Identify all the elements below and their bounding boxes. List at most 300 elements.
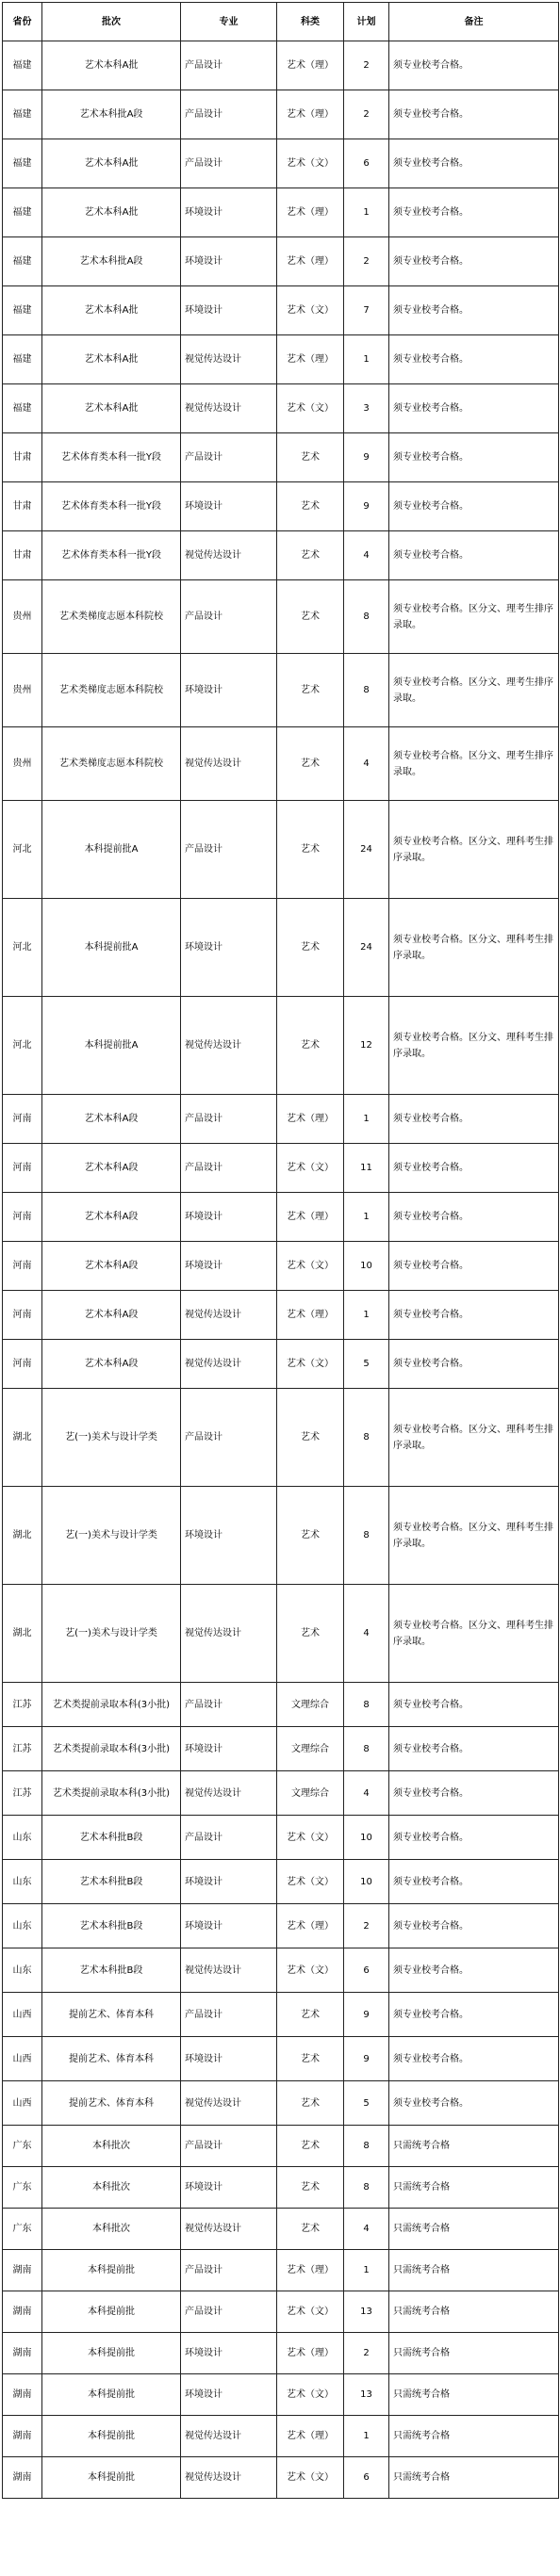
cell-note: 须专业校考合格。: [389, 1095, 559, 1144]
cell-plan: 10: [344, 1860, 389, 1904]
cell-province: 福建: [3, 139, 42, 188]
cell-batch: 本科提前批: [42, 2374, 181, 2416]
cell-plan: 1: [344, 2416, 389, 2457]
cell-category: 艺术: [277, 1389, 344, 1487]
table-row: [3, 2416, 559, 2457]
table-body: [3, 41, 559, 2499]
cell-note: 只需统考合格: [389, 2333, 559, 2374]
cell-province: 湖南: [3, 2333, 42, 2374]
cell-major: 产品设计: [181, 41, 277, 90]
cell-plan: 9: [344, 433, 389, 482]
table-row: [3, 801, 559, 899]
table-row: [3, 286, 559, 335]
cell-category: 艺术（文）: [277, 384, 344, 433]
cell-note: 须专业校考合格。: [389, 41, 559, 90]
table-row: [3, 2081, 559, 2126]
cell-note: 须专业校考合格。: [389, 237, 559, 286]
cell-major: 视觉传达设计: [181, 1585, 277, 1683]
cell-plan: 1: [344, 188, 389, 237]
cell-category: 文理综合: [277, 1683, 344, 1727]
cell-note: 须专业校考合格。: [389, 1948, 559, 1993]
cell-plan: 1: [344, 2250, 389, 2291]
cell-province: 江苏: [3, 1683, 42, 1727]
table-row: [3, 1904, 559, 1948]
cell-category: 艺术（文）: [277, 2457, 344, 2499]
cell-major: 视觉传达设计: [181, 2416, 277, 2457]
cell-plan: 1: [344, 1291, 389, 1340]
cell-plan: 8: [344, 1389, 389, 1487]
cell-note: 只需统考合格: [389, 2167, 559, 2209]
cell-province: 广东: [3, 2209, 42, 2250]
cell-batch: 艺术本科A段: [42, 1242, 181, 1291]
cell-major: 产品设计: [181, 1816, 277, 1860]
cell-major: 环境设计: [181, 2167, 277, 2209]
cell-category: 艺术（理）: [277, 1291, 344, 1340]
table-row: [3, 90, 559, 139]
cell-major: 视觉传达设计: [181, 335, 277, 384]
cell-category: 艺术: [277, 531, 344, 580]
cell-province: 山东: [3, 1816, 42, 1860]
cell-batch: 艺术本科批A段: [42, 237, 181, 286]
cell-plan: 5: [344, 1340, 389, 1389]
cell-province: 福建: [3, 335, 42, 384]
cell-major: 环境设计: [181, 1904, 277, 1948]
cell-major: 视觉传达设计: [181, 531, 277, 580]
table-row: [3, 1487, 559, 1585]
cell-category: 艺术: [277, 2037, 344, 2081]
header-plan: 计划: [344, 3, 389, 41]
cell-category: 艺术: [277, 482, 344, 531]
table-row: [3, 2126, 559, 2167]
cell-note: 须专业校考合格。: [389, 1771, 559, 1816]
cell-major: 产品设计: [181, 1683, 277, 1727]
cell-major: 视觉传达设计: [181, 1340, 277, 1389]
cell-category: 艺术: [277, 2167, 344, 2209]
cell-batch: 艺术本科A段: [42, 1193, 181, 1242]
cell-province: 湖北: [3, 1389, 42, 1487]
cell-category: 艺术: [277, 801, 344, 899]
cell-note: 须专业校考合格。区分文、理科考生排序录取。: [389, 1585, 559, 1683]
cell-plan: 5: [344, 2081, 389, 2126]
cell-batch: 艺术本科批B段: [42, 1948, 181, 1993]
cell-plan: 8: [344, 1727, 389, 1771]
cell-batch: 艺术本科A批: [42, 188, 181, 237]
cell-category: 艺术（文）: [277, 1860, 344, 1904]
cell-province: 河南: [3, 1193, 42, 1242]
cell-plan: 10: [344, 1242, 389, 1291]
cell-province: 福建: [3, 188, 42, 237]
cell-note: 须专业校考合格。: [389, 1683, 559, 1727]
cell-note: 须专业校考合格。: [389, 1193, 559, 1242]
cell-plan: 7: [344, 286, 389, 335]
cell-category: 艺术（理）: [277, 237, 344, 286]
cell-note: 须专业校考合格。: [389, 335, 559, 384]
cell-batch: 艺术类提前录取本科(3小批): [42, 1683, 181, 1727]
cell-province: 贵州: [3, 727, 42, 801]
cell-note: 须专业校考合格。区分文、理科考生排序录取。: [389, 1389, 559, 1487]
cell-province: 河南: [3, 1144, 42, 1193]
header-major: 专业: [181, 3, 277, 41]
cell-note: 须专业校考合格。: [389, 1904, 559, 1948]
cell-note: 须专业校考合格。: [389, 1242, 559, 1291]
cell-batch: 艺术类梯度志愿本科院校: [42, 654, 181, 727]
cell-major: 产品设计: [181, 801, 277, 899]
cell-province: 贵州: [3, 654, 42, 727]
table-row: [3, 1242, 559, 1291]
cell-plan: 2: [344, 237, 389, 286]
cell-plan: 12: [344, 997, 389, 1095]
cell-category: 艺术: [277, 1993, 344, 2037]
cell-province: 河北: [3, 899, 42, 997]
cell-major: 产品设计: [181, 1144, 277, 1193]
cell-note: 须专业校考合格。: [389, 482, 559, 531]
cell-province: 甘肃: [3, 433, 42, 482]
cell-major: 产品设计: [181, 2250, 277, 2291]
cell-plan: 1: [344, 1095, 389, 1144]
cell-major: 环境设计: [181, 899, 277, 997]
table-row: [3, 997, 559, 1095]
cell-batch: 艺术本科A段: [42, 1291, 181, 1340]
cell-province: 江苏: [3, 1727, 42, 1771]
cell-province: 山西: [3, 2081, 42, 2126]
cell-category: 艺术: [277, 580, 344, 654]
cell-note: 须专业校考合格。区分文、理考生排序录取。: [389, 654, 559, 727]
cell-plan: 2: [344, 90, 389, 139]
cell-category: 艺术（理）: [277, 188, 344, 237]
cell-batch: 本科提前批: [42, 2457, 181, 2499]
cell-note: 须专业校考合格。: [389, 531, 559, 580]
cell-province: 湖南: [3, 2374, 42, 2416]
cell-note: 只需统考合格: [389, 2250, 559, 2291]
table-row: [3, 1585, 559, 1683]
table-row: [3, 1948, 559, 1993]
table-row: [3, 899, 559, 997]
table-row: [3, 1095, 559, 1144]
cell-batch: 艺术本科A批: [42, 41, 181, 90]
cell-category: 艺术（文）: [277, 1340, 344, 1389]
cell-batch: 艺术体育类本科一批Y段: [42, 433, 181, 482]
table-row: [3, 482, 559, 531]
cell-category: 艺术: [277, 997, 344, 1095]
cell-batch: 艺术本科A批: [42, 139, 181, 188]
cell-batch: 本科批次: [42, 2209, 181, 2250]
table-row: [3, 1816, 559, 1860]
cell-batch: 艺术本科A段: [42, 1095, 181, 1144]
cell-category: 艺术（理）: [277, 335, 344, 384]
cell-province: 江苏: [3, 1771, 42, 1816]
cell-note: 须专业校考合格。: [389, 188, 559, 237]
cell-category: 艺术: [277, 2126, 344, 2167]
cell-note: 须专业校考合格。: [389, 1144, 559, 1193]
table-row: [3, 2457, 559, 2499]
cell-province: 湖北: [3, 1487, 42, 1585]
cell-plan: 9: [344, 1993, 389, 2037]
cell-batch: 艺术类提前录取本科(3小批): [42, 1771, 181, 1816]
cell-plan: 8: [344, 2126, 389, 2167]
cell-batch: 本科提前批A: [42, 997, 181, 1095]
cell-major: 环境设计: [181, 1860, 277, 1904]
table-row: [3, 237, 559, 286]
cell-batch: 艺术类梯度志愿本科院校: [42, 580, 181, 654]
cell-batch: 本科批次: [42, 2126, 181, 2167]
cell-batch: 提前艺术、体育本科: [42, 1993, 181, 2037]
cell-major: 环境设计: [181, 2333, 277, 2374]
table-header: [3, 3, 559, 41]
cell-batch: 艺术本科A批: [42, 384, 181, 433]
cell-plan: 2: [344, 1904, 389, 1948]
cell-major: 环境设计: [181, 1487, 277, 1585]
header-category: 科类: [277, 3, 344, 41]
cell-note: 只需统考合格: [389, 2126, 559, 2167]
cell-major: 产品设计: [181, 1095, 277, 1144]
table-row: [3, 1860, 559, 1904]
cell-province: 广东: [3, 2167, 42, 2209]
cell-province: 河南: [3, 1095, 42, 1144]
cell-plan: 2: [344, 2333, 389, 2374]
cell-major: 环境设计: [181, 1242, 277, 1291]
table-row: [3, 2374, 559, 2416]
cell-batch: 艺(一)美术与设计学类: [42, 1585, 181, 1683]
cell-note: 只需统考合格: [389, 2209, 559, 2250]
cell-batch: 艺术类梯度志愿本科院校: [42, 727, 181, 801]
cell-batch: 提前艺术、体育本科: [42, 2081, 181, 2126]
cell-province: 山西: [3, 2037, 42, 2081]
table-row: [3, 188, 559, 237]
cell-category: 艺术（文）: [277, 1816, 344, 1860]
table-row: [3, 654, 559, 727]
cell-category: 文理综合: [277, 1771, 344, 1816]
cell-major: 产品设计: [181, 433, 277, 482]
cell-plan: 2: [344, 41, 389, 90]
cell-province: 山东: [3, 1948, 42, 1993]
cell-plan: 11: [344, 1144, 389, 1193]
table-row: [3, 531, 559, 580]
cell-category: 艺术（理）: [277, 41, 344, 90]
cell-province: 福建: [3, 90, 42, 139]
cell-batch: 本科提前批A: [42, 899, 181, 997]
cell-note: 只需统考合格: [389, 2374, 559, 2416]
cell-batch: 艺术体育类本科一批Y段: [42, 482, 181, 531]
cell-major: 产品设计: [181, 580, 277, 654]
cell-category: 艺术（文）: [277, 2374, 344, 2416]
table-row: [3, 384, 559, 433]
cell-batch: 本科提前批: [42, 2291, 181, 2333]
cell-major: 环境设计: [181, 237, 277, 286]
table-row: [3, 2250, 559, 2291]
cell-plan: 13: [344, 2374, 389, 2416]
table-row: [3, 41, 559, 90]
header-province: 省份: [3, 3, 42, 41]
cell-major: 产品设计: [181, 1389, 277, 1487]
table-row: [3, 1771, 559, 1816]
cell-category: 艺术: [277, 899, 344, 997]
table-row: [3, 1683, 559, 1727]
cell-province: 福建: [3, 286, 42, 335]
cell-major: 环境设计: [181, 1727, 277, 1771]
cell-plan: 6: [344, 139, 389, 188]
cell-plan: 4: [344, 2209, 389, 2250]
cell-province: 福建: [3, 41, 42, 90]
cell-batch: 艺术类提前录取本科(3小批): [42, 1727, 181, 1771]
cell-major: 视觉传达设计: [181, 1771, 277, 1816]
cell-note: 须专业校考合格。区分文、理考生排序录取。: [389, 727, 559, 801]
cell-major: 视觉传达设计: [181, 727, 277, 801]
cell-plan: 6: [344, 1948, 389, 1993]
cell-category: 艺术: [277, 433, 344, 482]
cell-category: 艺术（理）: [277, 2250, 344, 2291]
table-row: [3, 1389, 559, 1487]
table-row: [3, 1144, 559, 1193]
cell-plan: 13: [344, 2291, 389, 2333]
table-row: [3, 727, 559, 801]
cell-plan: 8: [344, 654, 389, 727]
cell-note: 须专业校考合格。: [389, 1291, 559, 1340]
cell-province: 福建: [3, 237, 42, 286]
cell-note: 须专业校考合格。区分文、理科考生排序录取。: [389, 1487, 559, 1585]
table-row: [3, 2333, 559, 2374]
cell-category: 艺术（文）: [277, 1242, 344, 1291]
cell-batch: 艺术本科批B段: [42, 1860, 181, 1904]
cell-category: 艺术（理）: [277, 1095, 344, 1144]
cell-batch: 艺术本科批B段: [42, 1816, 181, 1860]
cell-plan: 24: [344, 899, 389, 997]
cell-major: 产品设计: [181, 139, 277, 188]
cell-province: 湖南: [3, 2416, 42, 2457]
cell-note: 只需统考合格: [389, 2291, 559, 2333]
cell-batch: 提前艺术、体育本科: [42, 2037, 181, 2081]
cell-category: 艺术（理）: [277, 1193, 344, 1242]
cell-category: 艺术（理）: [277, 1904, 344, 1948]
cell-note: 须专业校考合格。区分文、理科考生排序录取。: [389, 801, 559, 899]
cell-province: 河北: [3, 997, 42, 1095]
cell-plan: 9: [344, 2037, 389, 2081]
cell-note: 须专业校考合格。: [389, 1727, 559, 1771]
cell-plan: 4: [344, 1771, 389, 1816]
cell-major: 视觉传达设计: [181, 2457, 277, 2499]
cell-note: 须专业校考合格。: [389, 2081, 559, 2126]
cell-major: 视觉传达设计: [181, 1948, 277, 1993]
cell-category: 艺术: [277, 2209, 344, 2250]
cell-province: 河南: [3, 1291, 42, 1340]
cell-major: 产品设计: [181, 1993, 277, 2037]
cell-category: 艺术: [277, 727, 344, 801]
cell-batch: 艺(一)美术与设计学类: [42, 1487, 181, 1585]
cell-plan: 8: [344, 2167, 389, 2209]
cell-province: 山东: [3, 1860, 42, 1904]
cell-major: 视觉传达设计: [181, 2081, 277, 2126]
admission-plan-table: [2, 2, 559, 2499]
cell-major: 环境设计: [181, 2037, 277, 2081]
cell-batch: 艺术体育类本科一批Y段: [42, 531, 181, 580]
cell-note: 须专业校考合格。: [389, 384, 559, 433]
cell-batch: 本科批次: [42, 2167, 181, 2209]
cell-batch: 艺术本科批A段: [42, 90, 181, 139]
cell-category: 艺术（文）: [277, 1144, 344, 1193]
table-row: [3, 2167, 559, 2209]
header-note: 备注: [389, 3, 559, 41]
cell-batch: 本科提前批A: [42, 801, 181, 899]
cell-note: 只需统考合格: [389, 2457, 559, 2499]
cell-major: 环境设计: [181, 1193, 277, 1242]
cell-note: 须专业校考合格。: [389, 1340, 559, 1389]
cell-note: 须专业校考合格。区分文、理科考生排序录取。: [389, 997, 559, 1095]
cell-category: 艺术（理）: [277, 2416, 344, 2457]
cell-category: 艺术: [277, 654, 344, 727]
cell-province: 湖北: [3, 1585, 42, 1683]
cell-category: 文理综合: [277, 1727, 344, 1771]
cell-plan: 9: [344, 482, 389, 531]
cell-batch: 艺术本科批B段: [42, 1904, 181, 1948]
cell-province: 河南: [3, 1242, 42, 1291]
cell-note: 须专业校考合格。区分文、理考生排序录取。: [389, 580, 559, 654]
cell-major: 视觉传达设计: [181, 384, 277, 433]
cell-province: 湖南: [3, 2457, 42, 2499]
cell-batch: 艺术本科A批: [42, 286, 181, 335]
cell-note: 须专业校考合格。: [389, 286, 559, 335]
cell-category: 艺术（理）: [277, 2333, 344, 2374]
table-row: [3, 139, 559, 188]
table-row: [3, 1993, 559, 2037]
cell-batch: 本科提前批: [42, 2416, 181, 2457]
cell-note: 须专业校考合格。: [389, 139, 559, 188]
cell-major: 环境设计: [181, 2374, 277, 2416]
cell-plan: 1: [344, 1193, 389, 1242]
cell-province: 甘肃: [3, 531, 42, 580]
cell-plan: 3: [344, 384, 389, 433]
cell-province: 甘肃: [3, 482, 42, 531]
cell-province: 福建: [3, 384, 42, 433]
cell-plan: 4: [344, 531, 389, 580]
cell-major: 环境设计: [181, 654, 277, 727]
cell-major: 产品设计: [181, 90, 277, 139]
cell-note: 只需统考合格: [389, 2416, 559, 2457]
cell-category: 艺术（文）: [277, 2291, 344, 2333]
cell-major: 视觉传达设计: [181, 2209, 277, 2250]
cell-province: 湖南: [3, 2250, 42, 2291]
cell-major: 环境设计: [181, 482, 277, 531]
cell-batch: 艺(一)美术与设计学类: [42, 1389, 181, 1487]
cell-batch: 艺术本科A段: [42, 1144, 181, 1193]
cell-province: 湖南: [3, 2291, 42, 2333]
cell-batch: 本科提前批: [42, 2333, 181, 2374]
cell-plan: 8: [344, 1487, 389, 1585]
cell-major: 环境设计: [181, 286, 277, 335]
cell-major: 环境设计: [181, 188, 277, 237]
cell-category: 艺术: [277, 1487, 344, 1585]
table-row: [3, 335, 559, 384]
header-row: [3, 3, 559, 41]
cell-plan: 24: [344, 801, 389, 899]
cell-plan: 4: [344, 1585, 389, 1683]
cell-note: 须专业校考合格。: [389, 2037, 559, 2081]
cell-plan: 6: [344, 2457, 389, 2499]
cell-note: 须专业校考合格。: [389, 433, 559, 482]
table-row: [3, 1727, 559, 1771]
cell-province: 河南: [3, 1340, 42, 1389]
cell-category: 艺术（文）: [277, 139, 344, 188]
cell-category: 艺术（文）: [277, 1948, 344, 1993]
cell-batch: 本科提前批: [42, 2250, 181, 2291]
cell-province: 山西: [3, 1993, 42, 2037]
cell-plan: 8: [344, 1683, 389, 1727]
cell-note: 须专业校考合格。: [389, 1860, 559, 1904]
cell-category: 艺术: [277, 1585, 344, 1683]
table-row: [3, 1340, 559, 1389]
cell-category: 艺术（文）: [277, 286, 344, 335]
cell-province: 河北: [3, 801, 42, 899]
cell-plan: 1: [344, 335, 389, 384]
cell-note: 须专业校考合格。: [389, 90, 559, 139]
